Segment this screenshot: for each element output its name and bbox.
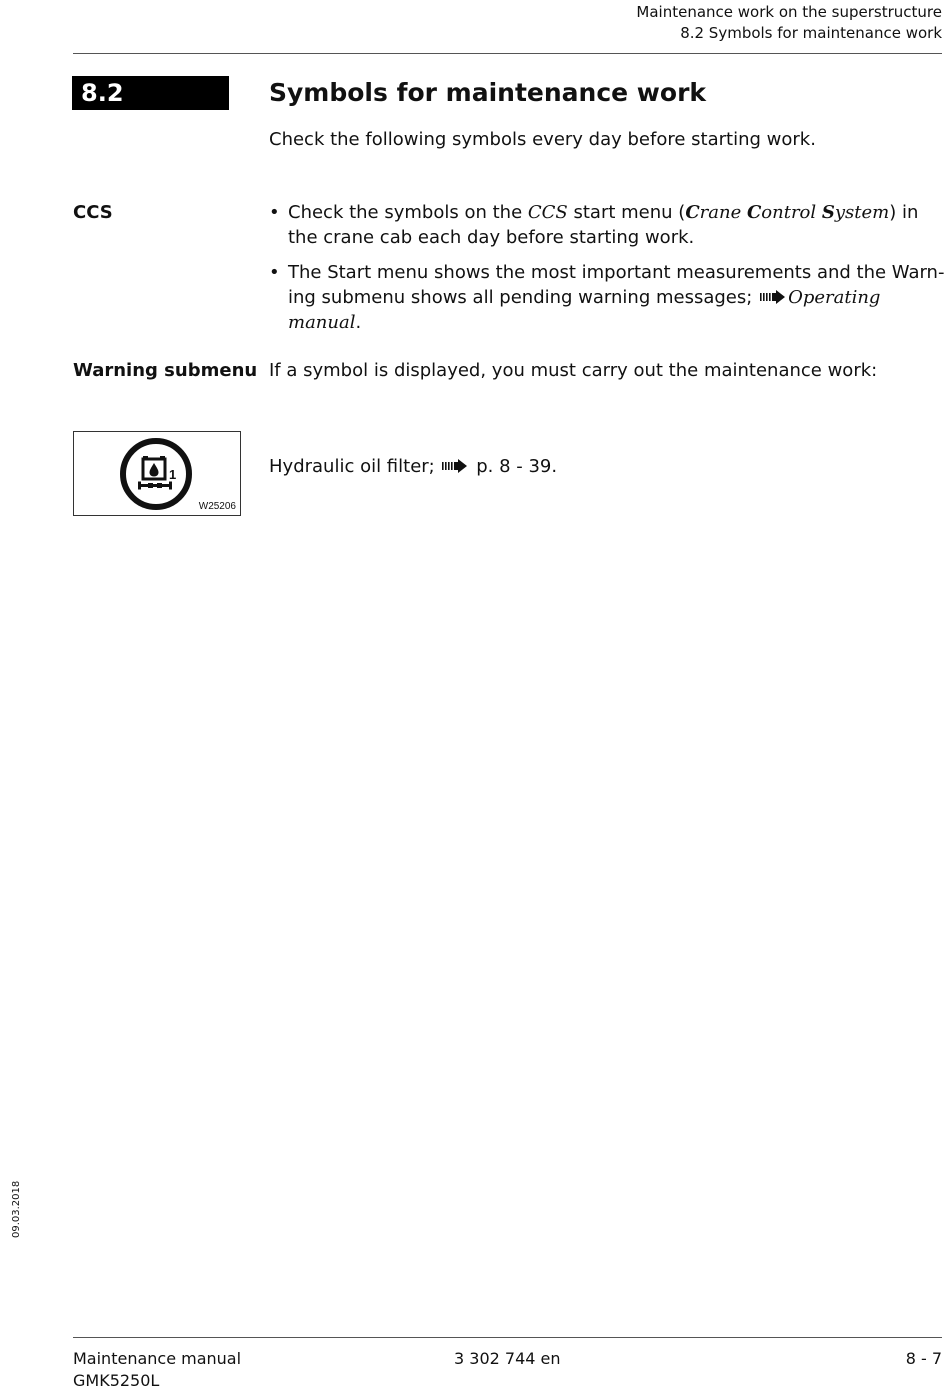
footer-doc-number: 3 302 744 en bbox=[454, 1349, 561, 1368]
reference-arrow-icon bbox=[760, 290, 786, 304]
reference-arrow-icon bbox=[442, 459, 468, 473]
bullet2-end: . bbox=[355, 312, 362, 333]
bullet1-ontrol: ontrol bbox=[761, 202, 822, 223]
warning-submenu-label: Warning submenu bbox=[73, 360, 258, 381]
side-date: 09.03.2018 bbox=[11, 1180, 22, 1238]
symbol-number: 1 bbox=[169, 467, 177, 482]
header-section: 8.2 Symbols for maintenance work bbox=[680, 24, 942, 42]
bullet1-rane: rane bbox=[699, 202, 747, 223]
page-reference-link[interactable]: p. 8 - 39. bbox=[476, 456, 558, 477]
bullet1-text-b: start menu ( bbox=[567, 202, 686, 223]
bullet-dot: • bbox=[269, 262, 280, 283]
section-number: 8.2 bbox=[72, 76, 229, 110]
bullet1-acronym-s: S bbox=[821, 202, 835, 223]
bullet1-acronym-c1: C bbox=[685, 202, 700, 223]
running-header bbox=[636, 2, 942, 44]
ccs-label: CCS bbox=[73, 202, 113, 223]
bullet2-text: The Start menu shows the most important measurements and the Warn-ing submenu shows all pending warning messages; bbox=[288, 262, 945, 308]
section-title: Symbols for maintenance work bbox=[269, 78, 707, 107]
section-intro: Check the following symbols every day before starting work. bbox=[269, 129, 816, 150]
footer-manual: Maintenance manual bbox=[73, 1349, 242, 1368]
footer-left bbox=[73, 1348, 241, 1392]
bullet-dot: • bbox=[269, 202, 280, 223]
footer-model: GMK5250L bbox=[73, 1371, 160, 1390]
operating-manual-reference[interactable]: Operating manual bbox=[288, 287, 881, 333]
ccs-bullet-list bbox=[269, 200, 945, 345]
header-rule bbox=[73, 53, 942, 54]
warning-submenu-text: If a symbol is displayed, you must carry out the maintenance work: bbox=[269, 360, 878, 381]
symbol-description bbox=[269, 454, 557, 479]
hydraulic-oil-filter-icon bbox=[118, 436, 198, 512]
bullet1-ccs-term: CCS bbox=[527, 202, 568, 223]
bullet1-text-a: Check the symbols on the bbox=[288, 202, 528, 223]
footer-rule bbox=[73, 1337, 942, 1338]
figure-id: W25206 bbox=[198, 501, 236, 512]
header-chapter: Maintenance work on the superstructure bbox=[636, 3, 942, 21]
bullet1-acronym-c2: C bbox=[746, 202, 762, 223]
ccs-bullet-1 bbox=[269, 200, 945, 250]
bullet1-text-c: ) in the crane cab each day before starting work. bbox=[288, 202, 919, 248]
footer-page-number: 8 - 7 bbox=[905, 1349, 942, 1368]
symbol-text: Hydraulic oil filter; bbox=[269, 456, 435, 477]
ccs-bullet-2 bbox=[269, 260, 945, 335]
bullet1-ystem: ystem bbox=[834, 202, 890, 223]
symbol-figure bbox=[73, 431, 241, 516]
